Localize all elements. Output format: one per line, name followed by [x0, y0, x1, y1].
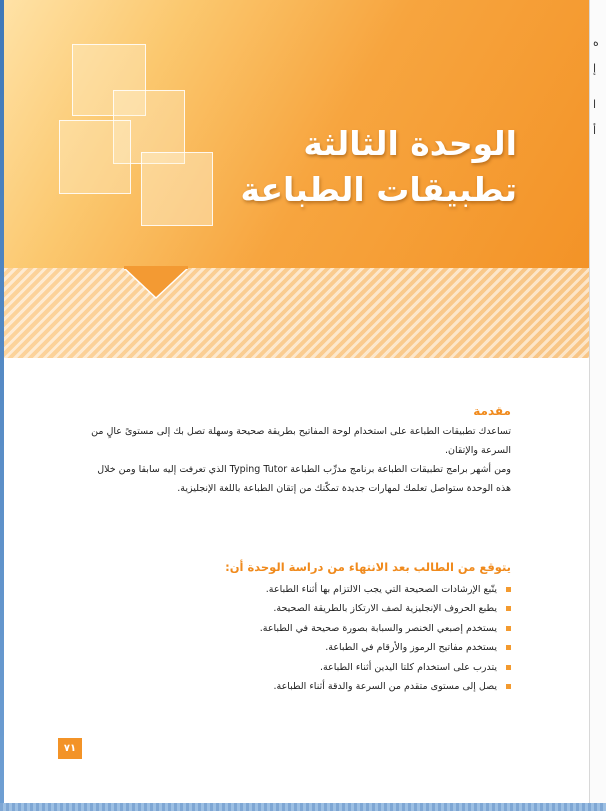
introduction-section: [81, 404, 511, 498]
square-bullet-icon: [506, 684, 511, 689]
square-bullet-icon: [506, 587, 511, 592]
square-bullet-icon: [506, 606, 511, 611]
striped-band: [4, 268, 589, 358]
square-bullet-icon: [506, 626, 511, 631]
list-item: يتّبع الإرشادات الصحيحة التي يجب الالتزام بها أثناء الطباعة.: [81, 580, 511, 599]
page-number: ٧١: [58, 738, 82, 759]
unit-banner: [4, 0, 589, 268]
introduction-heading: مقدمة: [473, 404, 511, 418]
learning-outcomes-list: [81, 580, 511, 696]
book-page: [4, 0, 589, 803]
introduction-paragraph: تساعدك تطبيقات الطباعة على استخدام لوحة المفاتيح بطريقة صحيحة وسهلة تصل بك إلى مستوىً عالٍ من السرعة والإتقان.: [91, 426, 511, 456]
square-bullet-icon: [506, 645, 511, 650]
viewer-bottom-edge: [0, 803, 606, 811]
unit-subtitle: تطبيقات الطباعة: [240, 170, 517, 209]
next-page-edge: ه إ ا أ: [589, 0, 606, 803]
list-item: يصل إلى مستوى متقدم من السرعة والدقة أثناء الطباعة.: [81, 677, 511, 696]
list-item: يستخدم مفاتيح الرموز والأرقام في الطباعة.: [81, 638, 511, 657]
unit-title: الوحدة الثالثة: [303, 124, 517, 163]
list-item: يستخدم إصبعي الخنصر والسبابة بصورة صحيحة في الطباعة.: [81, 619, 511, 638]
decorative-square: [59, 120, 131, 194]
list-item: يطبع الحروف الإنجليزية لصف الارتكاز بالطريقة الصحيحة.: [81, 599, 511, 618]
banner-notch: [124, 266, 188, 300]
introduction-paragraph: ومن أشهر برامج تطبيقات الطباعة برنامج مدرِّب الطباعة Typing Tutor الذي تعرفت إليه سابقا ومن خلال هذه الوحدة ستواصل تعلمك لمهارات جديدة تمكّنك من إتقان الطباعة باللغة الإنجليزية.: [97, 464, 511, 494]
decorative-square: [141, 152, 213, 226]
square-bullet-icon: [506, 665, 511, 670]
list-item: يتدرب على استخدام كلتا اليدين أثناء الطباعة.: [81, 658, 511, 677]
learning-outcomes-heading: يتوقع من الطالب بعد الانتهاء من دراسة الوحدة أن:: [225, 560, 511, 574]
learning-outcomes-section: [81, 560, 511, 696]
